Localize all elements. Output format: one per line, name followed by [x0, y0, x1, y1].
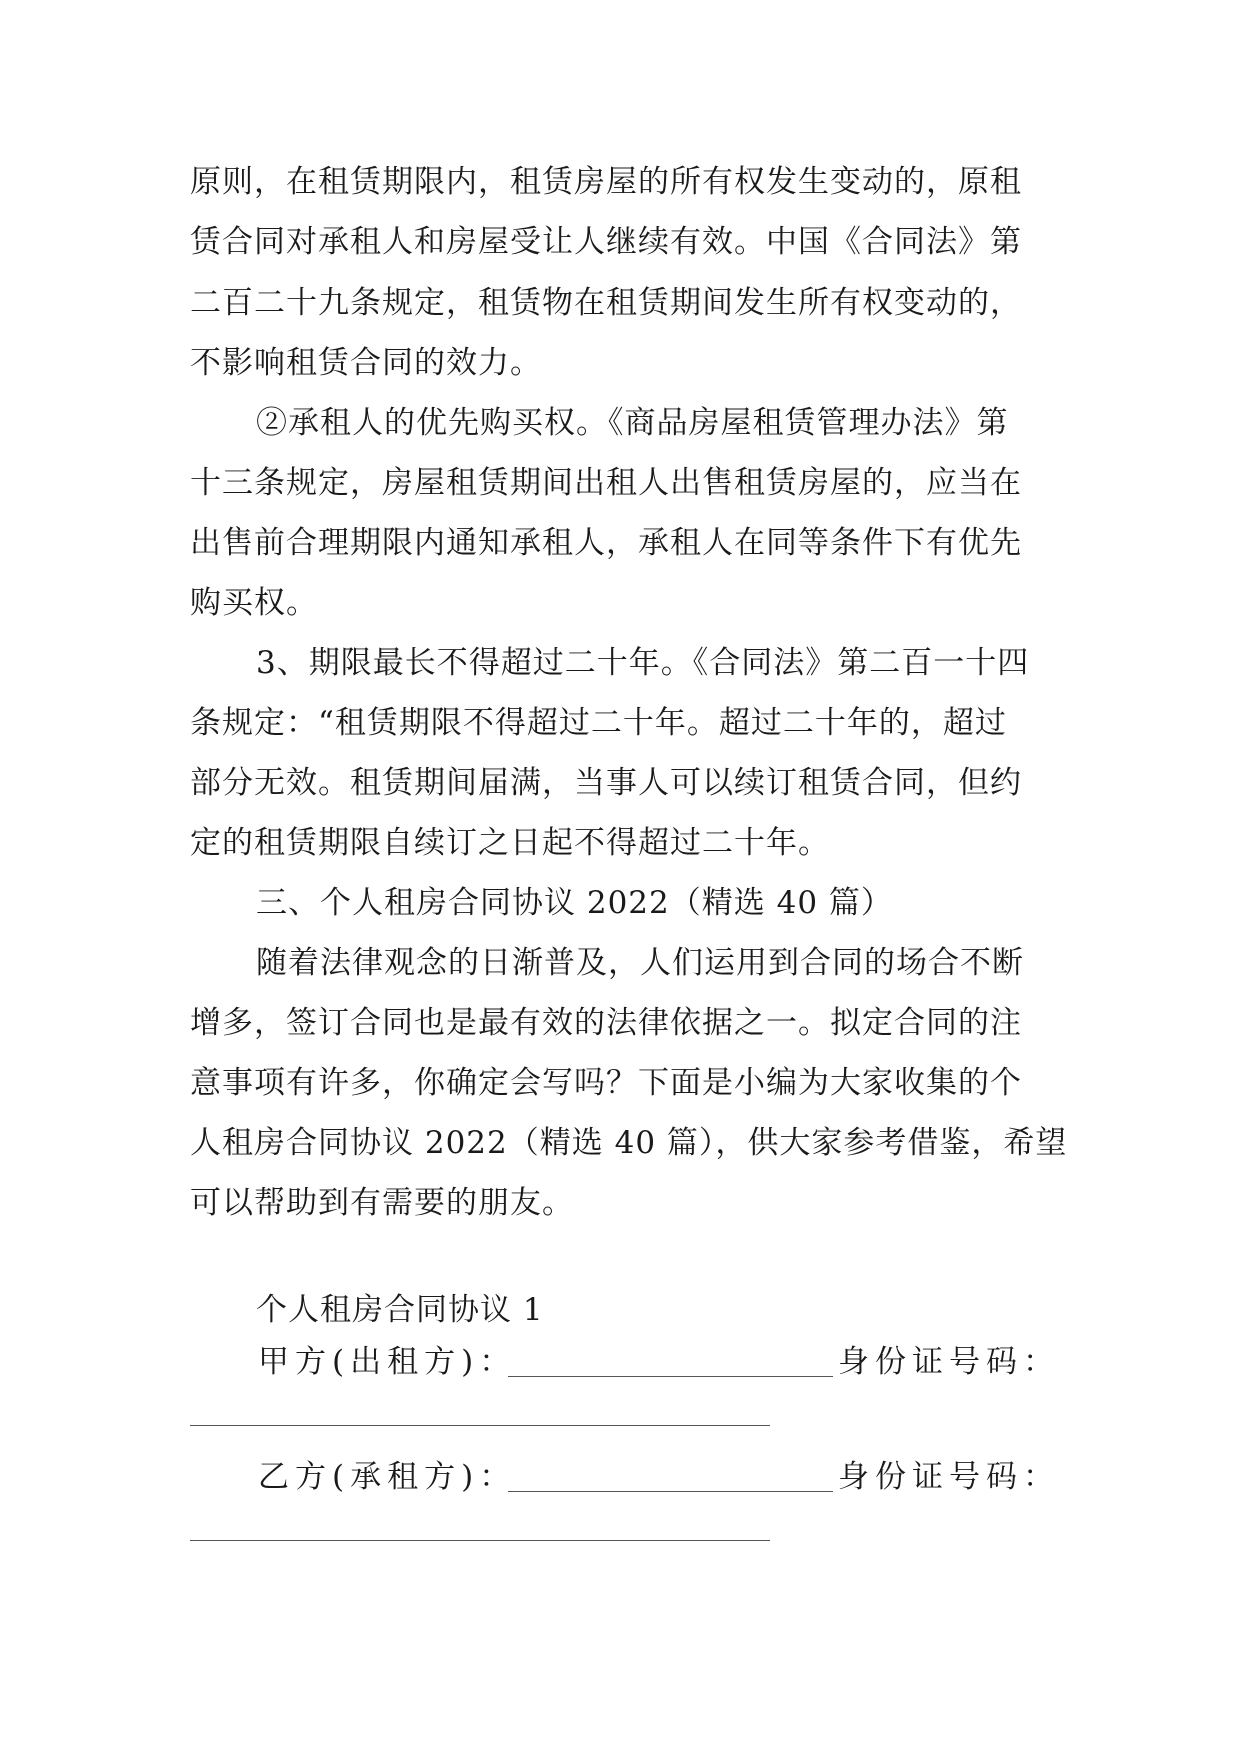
paragraph-4-line-1: 随着法律观念的日渐普及，人们运用到合同的场合不断 — [256, 945, 1024, 981]
party-b-id-blank[interactable] — [190, 1540, 770, 1541]
paragraph-2-line-1: ②承租人的优先购买权。《商品房屋租赁管理办法》第 — [256, 405, 1009, 441]
party-b-id-label: 身份证号码： — [838, 1459, 1060, 1495]
paragraph-1-line-1: 原则，在租赁期限内，租赁房屋的所有权发生变动的，原租 — [190, 164, 1022, 200]
party-b-name-blank[interactable] — [508, 1491, 833, 1492]
paragraph-3-line-1: 3、期限最长不得超过二十年。《合同法》第二百一十四 — [256, 645, 1030, 681]
party-b-label: 乙方(承租方)： — [258, 1459, 517, 1495]
party-a-id-blank[interactable] — [190, 1425, 770, 1426]
paragraph-2-line-4: 购买权。 — [190, 585, 318, 621]
paragraph-3-line-4: 定的租赁期限自续订之日起不得超过二十年。 — [190, 825, 830, 861]
paragraph-1-line-4: 不影响租赁合同的效力。 — [190, 345, 542, 381]
party-a-id-label: 身份证号码： — [838, 1344, 1060, 1380]
paragraph-3-line-2: 条规定：“租赁期限不得超过二十年。超过二十年的，超过 — [190, 705, 1007, 741]
paragraph-1-line-2: 赁合同对承租人和房屋受让人继续有效。中国《合同法》第 — [190, 224, 1022, 260]
paragraph-4-line-2: 增多，签订合同也是最有效的法律依据之一。拟定合同的注 — [190, 1005, 1022, 1041]
party-a-label: 甲方(出租方)： — [258, 1344, 517, 1380]
section-heading: 三、个人租房合同协议 2022（精选 40 篇） — [256, 885, 893, 921]
paragraph-4-line-5: 可以帮助到有需要的朋友。 — [190, 1185, 574, 1221]
party-a-name-blank[interactable] — [508, 1376, 833, 1377]
paragraph-4-line-3: 意事项有许多，你确定会写吗？下面是小编为大家收集的个 — [190, 1065, 1022, 1101]
paragraph-2-line-2: 十三条规定，房屋租赁期间出租人出售租赁房屋的，应当在 — [190, 465, 1022, 501]
paragraph-2-line-3: 出售前合理期限内通知承租人，承租人在同等条件下有优先 — [190, 525, 1022, 561]
paragraph-1-line-3: 二百二十九条规定，租赁物在租赁期间发生所有权变动的， — [190, 285, 1022, 321]
paragraph-3-line-3: 部分无效。租赁期间届满，当事人可以续订租赁合同，但约 — [190, 765, 1022, 801]
paragraph-4-line-4: 人租房合同协议 2022（精选 40 篇），供大家参考借鉴，希望 — [190, 1125, 1068, 1161]
contract-title: 个人租房合同协议 1 — [256, 1292, 544, 1328]
